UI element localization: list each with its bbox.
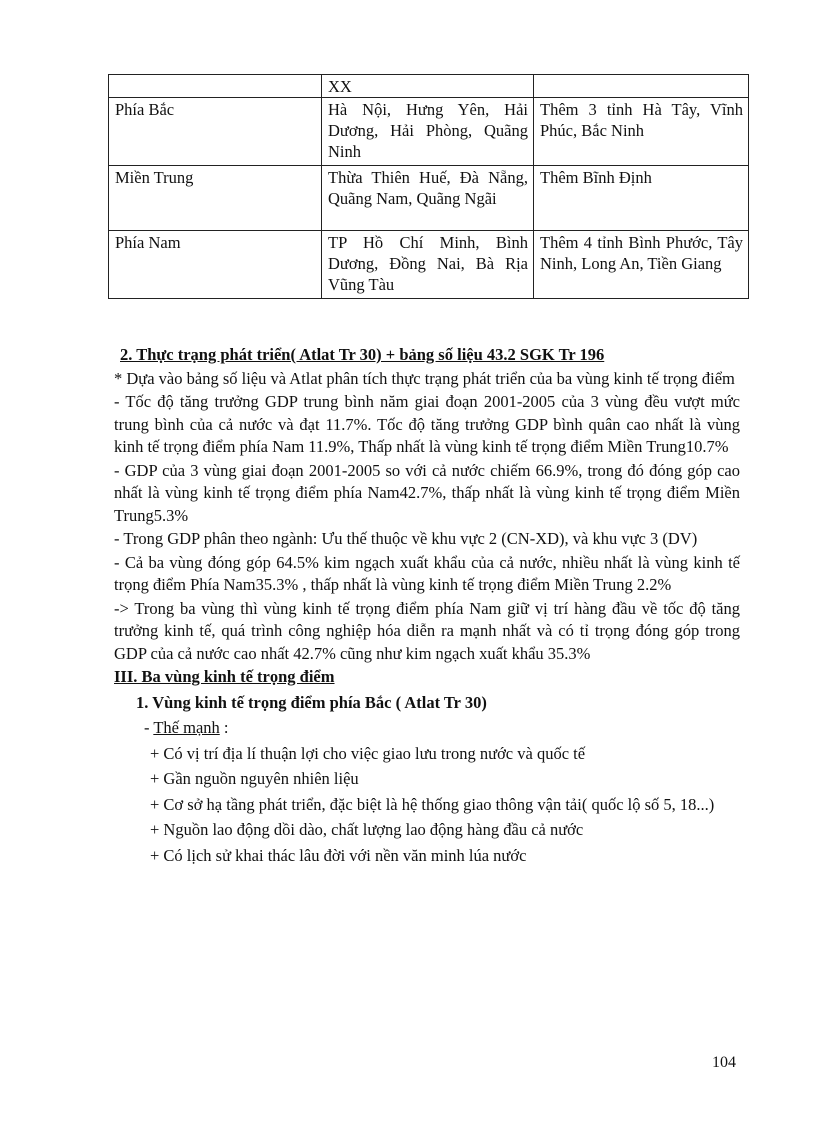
table-row bbox=[109, 75, 749, 98]
section-2-intro: * Dựa vào bảng số liệu và Atlat phân tích thực trạng phát triển của ba vùng kinh tế trọng điểm bbox=[114, 368, 735, 388]
region-cell: Phía Nam bbox=[109, 231, 322, 299]
document-body bbox=[114, 344, 740, 870]
strengths-label-text: Thế mạnh bbox=[153, 718, 220, 737]
table-row bbox=[109, 166, 749, 231]
gdp-share-paragraph: - GDP của 3 vùng giai đoạn 2001-2005 so với cả nước chiếm 66.9%, trong đó đóng góp cao nhất là vùng kinh tế trọng điểm phía Nam42.7%, thấp nhất là vùng kinh tế trọng điểm Miền Trung5.3% bbox=[114, 460, 740, 525]
northern-region-heading: 1. Vùng kinh tế trọng điểm phía Bắc ( Atlat Tr 30) bbox=[136, 692, 487, 712]
region-cell: Phía Bắc bbox=[109, 98, 322, 166]
provinces-cell: XX bbox=[322, 75, 534, 98]
provinces-cell: Thừa Thiên Huế, Đà Nẵng, Quãng Nam, Quãng Ngãi bbox=[322, 166, 534, 231]
added-provinces-cell: Thêm Bĩnh Định bbox=[534, 166, 749, 231]
gdp-growth-paragraph: - Tốc độ tăng trưởng GDP trung bình năm giai đoạn 2001-2005 của 3 vùng đều vượt mức trung bình của cả nước và đạt 11.7%. Tốc độ tăng trưởng GDP bình quân cao nhất là vùng kinh tế trọng điểm phía Nam 11.9%, Thấp nhất là vùng kinh tế trọng điểm Miền Trung10.7% bbox=[114, 392, 740, 456]
list-item: + Nguồn lao động dồi dào, chất lượng lao động hàng đầu cả nước bbox=[150, 820, 584, 839]
gdp-sector-paragraph: - Trong GDP phân theo ngành: Ưu thế thuộc về khu vực 2 (CN-XD), và khu vực 3 (DV) bbox=[114, 529, 698, 548]
section-3-heading: III. Ba vùng kinh tế trọng điểm bbox=[114, 667, 335, 686]
list-item: + Cơ sở hạ tầng phát triển, đặc biệt là hệ thống giao thông vận tải( quốc lộ số 5, 18...) bbox=[150, 794, 715, 814]
key-economic-regions-table bbox=[108, 74, 749, 299]
region-cell: Miền Trung bbox=[109, 166, 322, 231]
table-row bbox=[109, 231, 749, 299]
added-provinces-cell bbox=[534, 75, 749, 98]
page-number: 104 bbox=[712, 1054, 736, 1071]
list-item: + Có lịch sử khai thác lâu đời với nền văn minh lúa nước bbox=[150, 845, 527, 865]
export-paragraph: - Cả ba vùng đóng góp 64.5% kim ngạch xuất khẩu của cả nước, nhiều nhất là vùng kinh tế trọng điểm Phía Nam35.3% , thấp nhất là vùng kinh tế trọng điểm Miền Trung 2.2% bbox=[114, 552, 740, 594]
strengths-prefix: - bbox=[144, 718, 154, 737]
added-provinces-cell: Thêm 4 tỉnh Bình Phước, Tây Ninh, Long An, Tiền Giang bbox=[534, 231, 749, 299]
strengths-suffix: : bbox=[219, 718, 229, 737]
added-provinces-cell: Thêm 3 tỉnh Hà Tây, Vĩnh Phúc, Bắc Ninh bbox=[534, 98, 749, 166]
list-item: + Có vị trí địa lí thuận lợi cho việc giao lưu trong nước và quốc tế bbox=[150, 743, 586, 763]
section-2-heading: 2. Thực trạng phát triển( Atlat Tr 30) + bảng số liệu 43.2 SGK Tr 196 bbox=[120, 345, 605, 364]
conclusion-paragraph: -> Trong ba vùng thì vùng kinh tế trọng điểm phía Nam giữ vị trí hàng đầu về tốc độ tăng trưởng kinh tế, quá trình công nghiệp hóa diễn ra mạnh nhất và có tỉ trọng đóng góp trong GDP của cả nước cao nhất 42.7% cũng như kim ngạch xuất khẩu 35.3% bbox=[114, 598, 740, 663]
strengths-label bbox=[114, 717, 740, 740]
provinces-cell: Hà Nội, Hưng Yên, Hải Dương, Hải Phòng, Quãng Ninh bbox=[322, 98, 534, 166]
list-item: + Gần nguồn nguyên nhiên liệu bbox=[150, 769, 359, 788]
provinces-cell: TP Hồ Chí Minh, Bình Dương, Đồng Nai, Bà Rịa Vũng Tàu bbox=[322, 231, 534, 299]
table-row bbox=[109, 98, 749, 166]
region-cell bbox=[109, 75, 322, 98]
